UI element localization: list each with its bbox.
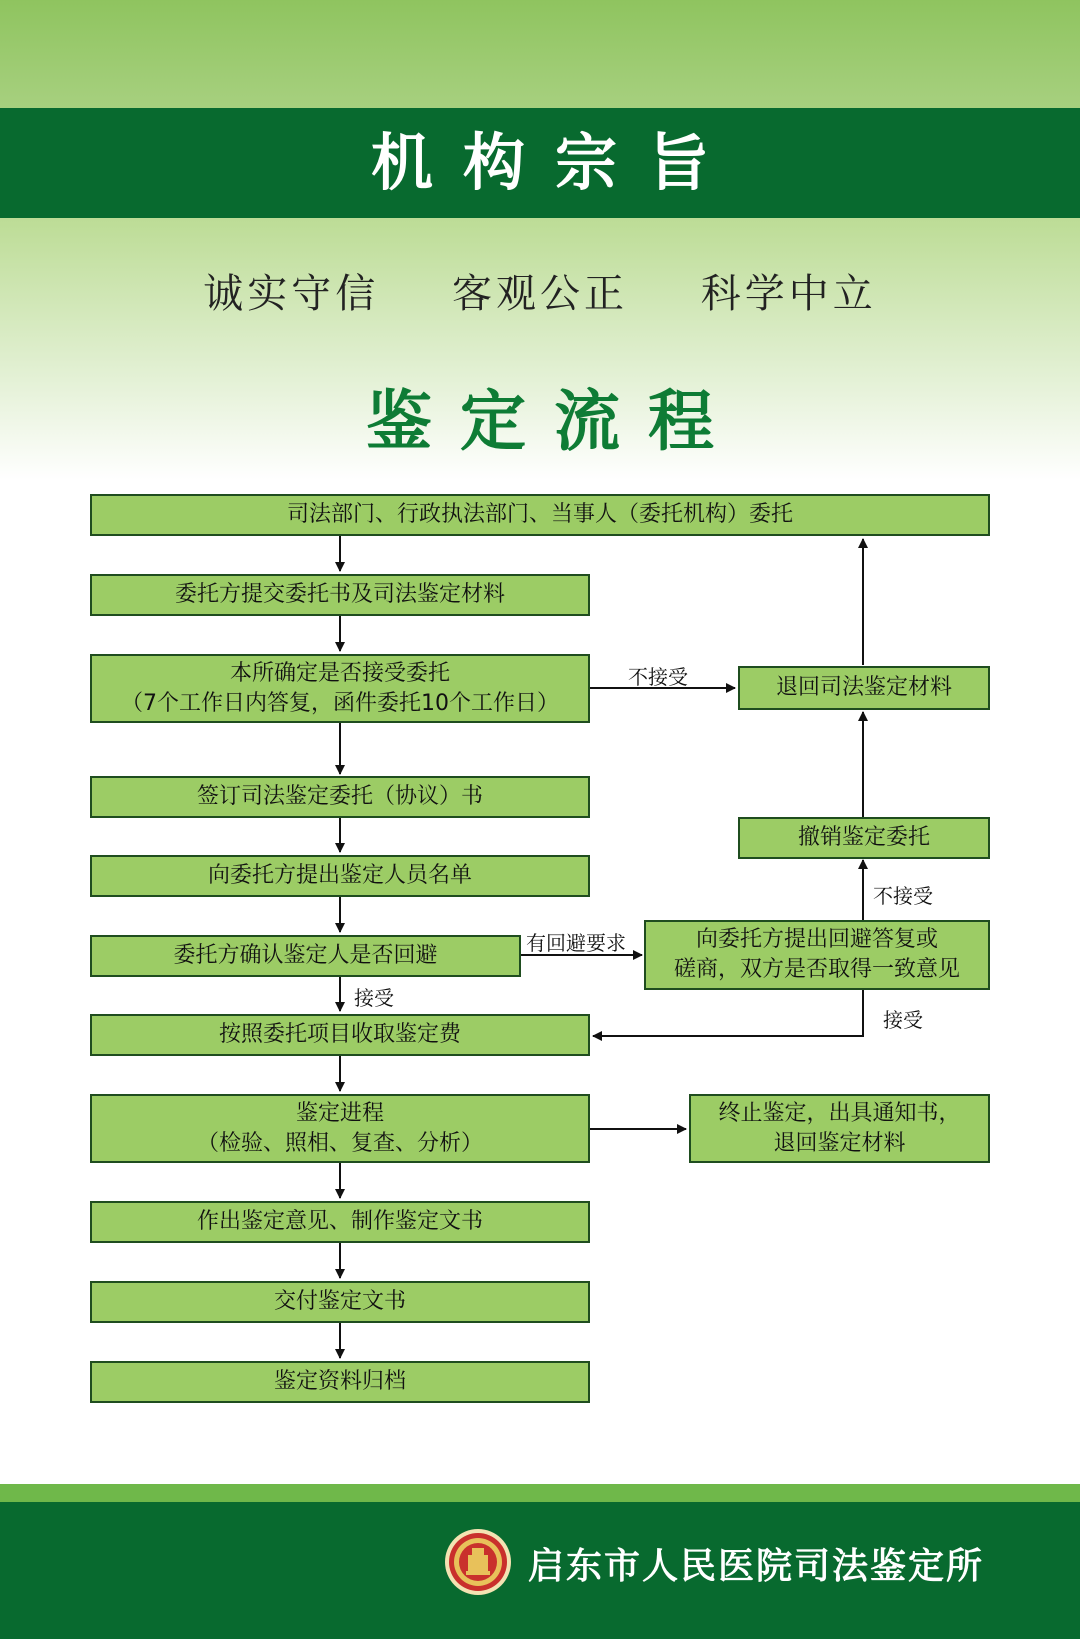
step-process bbox=[90, 1094, 590, 1163]
step-deliver-label: 交付鉴定文书 bbox=[273, 1289, 406, 1314]
step-confirm-recusal-label: 委托方确认鉴定人是否回避 bbox=[173, 943, 438, 968]
step-confirm-recusal bbox=[90, 935, 521, 977]
step-issue-opinion-label: 作出鉴定意见、制作鉴定文书 bbox=[196, 1209, 483, 1234]
side-return-materials bbox=[738, 666, 990, 710]
edge-label-accept-2: 接受 bbox=[883, 1008, 923, 1032]
side-recusal-reply-line2: 磋商，双方是否取得一致意见 bbox=[673, 957, 960, 982]
step-archive bbox=[90, 1361, 590, 1403]
arrow-accept-back bbox=[593, 990, 863, 1036]
step-decide-accept-line1: 本所确定是否接受委托 bbox=[229, 660, 450, 686]
edge-label-has-recusal: 有回避要求 bbox=[526, 931, 626, 955]
step-collect-fee bbox=[90, 1014, 590, 1056]
step-entrust bbox=[90, 494, 990, 536]
step-collect-fee-label: 按照委托项目收取鉴定费 bbox=[218, 1022, 461, 1047]
footer-stripe bbox=[0, 1484, 1080, 1502]
side-recusal-reply bbox=[644, 920, 990, 990]
step-process-line2: （检验、照相、复查、分析） bbox=[196, 1130, 483, 1156]
step-decide-accept bbox=[90, 654, 590, 723]
step-issue-opinion bbox=[90, 1201, 590, 1243]
step-process-line1: 鉴定进程 bbox=[295, 1100, 384, 1126]
step-entrust-label: 司法部门、行政执法部门、当事人（委托机构）委托 bbox=[286, 502, 793, 527]
step-decide-accept-line2: （7个工作日内答复，函件委托10个工作日） bbox=[121, 690, 559, 716]
step-submit-materials-label: 委托方提交委托书及司法鉴定材料 bbox=[174, 582, 505, 607]
motto-item: 客观公正 bbox=[452, 271, 628, 317]
flow-title: 鉴定流程 bbox=[366, 383, 742, 460]
side-revoke-label: 撤销鉴定委托 bbox=[797, 825, 930, 850]
step-deliver bbox=[90, 1281, 590, 1323]
court-emblem-icon bbox=[444, 1528, 512, 1596]
motto-item: 诚实守信 bbox=[203, 271, 380, 317]
step-submit-materials bbox=[90, 574, 590, 616]
step-archive-label: 鉴定资料归档 bbox=[273, 1369, 406, 1394]
edge-label-not-accept-2: 不接受 bbox=[873, 884, 933, 908]
step-sign-agreement-label: 签订司法鉴定委托（协议）书 bbox=[196, 784, 483, 809]
step-expert-list-label: 向委托方提出鉴定人员名单 bbox=[207, 863, 472, 888]
edge-label-accept-1: 接受 bbox=[354, 986, 394, 1010]
step-sign-agreement bbox=[90, 776, 590, 818]
side-terminate bbox=[689, 1094, 990, 1163]
org-name: 启东市人民医院司法鉴定所 bbox=[528, 1546, 985, 1587]
step-expert-list bbox=[90, 855, 590, 897]
side-revoke bbox=[738, 817, 990, 859]
motto-item: 科学中立 bbox=[700, 271, 877, 317]
side-terminate-line1: 终止鉴定，出具通知书， bbox=[718, 1100, 961, 1126]
side-recusal-reply-line1: 向委托方提出回避答复或 bbox=[695, 927, 938, 952]
side-return-materials-label: 退回司法鉴定材料 bbox=[775, 675, 952, 700]
side-terminate-line2: 退回鉴定材料 bbox=[773, 1130, 906, 1156]
edge-label-not-accept-1: 不接受 bbox=[628, 665, 688, 689]
page-title: 机构宗旨 bbox=[370, 126, 739, 199]
